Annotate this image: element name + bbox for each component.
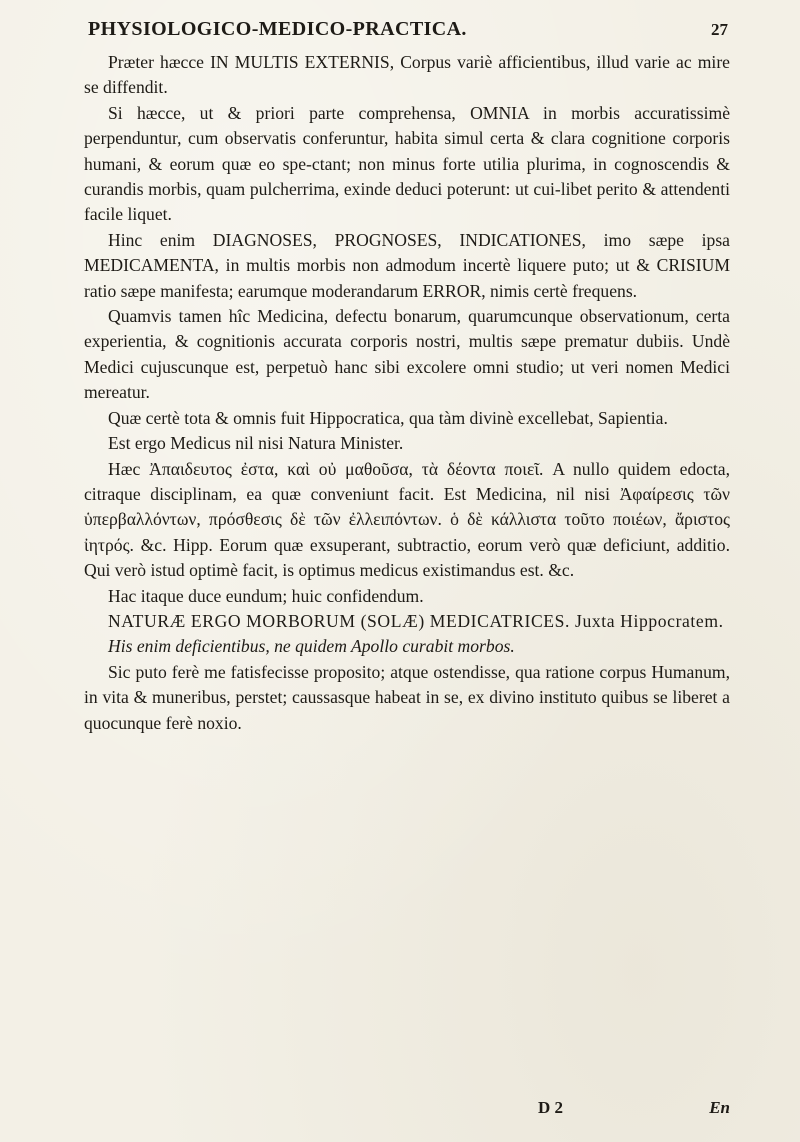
- paragraph-medicatrices: NATURÆ ERGO MORBORUM (SOLÆ) MEDICATRICES. Juxta Hippocratem.: [108, 610, 724, 631]
- page-number: 27: [711, 20, 728, 39]
- body-text: [84, 50, 730, 736]
- paragraph-externis: Præter hæcce IN MULTIS EXTERNIS, Corpus variè afficientibus, illud varie ac mire se diffendit.: [84, 52, 730, 98]
- paragraph-omnia: Si hæcce, ut & priori parte comprehensa, OMNIA in morbis accuratissimè perpenduntur, cum observatis conferuntur, habita simul certa & clara cognitione corporis humani, & eorum quæ eo spe-ctant; non minus forte utilia plurima, in cognoscendis & curandis morbis, quam pulcherrima, exinde deduci poterunt: ut cui-libet perito & attendenti facile liquet.: [84, 102, 730, 225]
- paragraph-duce: Hac itaque duce eundum; huic confidendum.: [108, 585, 424, 606]
- paragraph-diagnoses: Hinc enim DIAGNOSES, PROGNOSES, INDICATIONES, imo sæpe ipsa MEDICAMENTA, in multis morbis non admodum incertè liquere puto; ut & CRISIUM ratio sæpe manifesta; earumque moderandarum ERROR, nimis certè frequens.: [84, 229, 730, 301]
- paragraph-quamvis: Quamvis tamen hîc Medicina, defectu bonarum, quarumcunque observationum, certa experientia, & cognitionis accurata corporis nostri, multis sæpe prematur dubiis. Undè Medici cujuscunque est, perpetuò hanc sibi excolere omni studio; ut veri nomen Medici mereatur.: [84, 306, 730, 403]
- page-footer: [84, 1096, 730, 1126]
- paragraph-conclusion: Sic puto ferè me fatisfecisse proposito; atque ostendisse, qua ratione corpus Humanum, in vita & muneribus, perstet; caussasque habeat in se, ex divino instituto quibus se liberet a quocunque ferè noxio.: [84, 661, 730, 733]
- catchword: En: [709, 1098, 730, 1117]
- paragraph-hippocratica: Quæ certè tota & omnis fuit Hippocratica, qua tàm divinè excellebat, Sapientia.: [108, 407, 668, 428]
- running-head: PHYSIOLOGICO-MEDICO-PRACTICA.: [88, 18, 467, 40]
- paragraph-minister: Est ergo Medicus nil nisi Natura Minister.: [108, 433, 404, 454]
- paragraph-apollo: His enim deficientibus, ne quidem Apollo curabit morbos.: [108, 636, 515, 657]
- paragraph-greek-quote: Hæc Ἀπαιδευτος ἐστα, καὶ οὐ μαθοῦσα, τὰ δέοντα ποιεῖ. A nullo quidem edocta, citraque disciplinam, ea quæ conveniunt facit. Est Medicina, nil nisi Ἀφαίρεσις τῶν ὑπερβαλλόντων, πρόσθεσις δὲ τῶν ἐλλειπόντων. ὁ δὲ κάλλιστα τοῦτο ποιέων, ἄριστος ἰητρός. &c. Hipp. Eorum quæ exsuperant, subtractio, eorum verò quæ deficiunt, additio. Qui verò istud optimè facit, is optimus medicus existimandus est. &c.: [84, 458, 730, 581]
- signature-mark: D 2: [538, 1098, 564, 1117]
- page-header: [88, 6, 728, 46]
